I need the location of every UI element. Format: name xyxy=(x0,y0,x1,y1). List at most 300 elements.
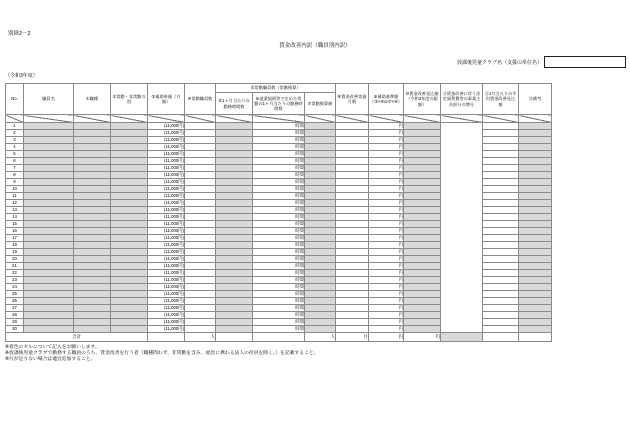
cell-emp[interactable] xyxy=(111,144,148,151)
cell-rule_hours: 時間 xyxy=(253,172,305,179)
cell-note[interactable] xyxy=(519,263,552,270)
cell-months xyxy=(336,200,369,207)
cell-emp[interactable] xyxy=(111,284,148,291)
cell-improve[interactable] xyxy=(404,221,441,228)
cell-no: 18 xyxy=(6,242,24,249)
cell-improve[interactable] xyxy=(404,151,441,158)
cell-emp[interactable] xyxy=(111,326,148,333)
col-header-note: ⑬備考 xyxy=(519,84,552,115)
cell-name[interactable] xyxy=(24,228,74,235)
cell-hours[interactable] xyxy=(216,235,253,242)
cell-name[interactable] xyxy=(24,249,74,256)
cell-base: 円 xyxy=(369,242,404,249)
cell-fte[interactable] xyxy=(305,270,336,277)
cell-job[interactable] xyxy=(74,214,111,221)
total-cell-fte: 人 xyxy=(305,333,336,342)
cell-note[interactable] xyxy=(519,277,552,284)
cell-fte[interactable] xyxy=(305,284,336,291)
cell-emp[interactable] xyxy=(111,172,148,179)
cell-fte[interactable] xyxy=(305,193,336,200)
cell-rule_hours: 時間 xyxy=(253,235,305,242)
cell-fte[interactable] xyxy=(305,235,336,242)
cell-fulltime xyxy=(185,179,216,186)
cell-note[interactable] xyxy=(519,130,552,137)
cell-emp[interactable] xyxy=(111,130,148,137)
cell-improve[interactable] xyxy=(404,256,441,263)
cell-name[interactable] xyxy=(24,137,74,144)
cell-emp[interactable] xyxy=(111,200,148,207)
cell-hours[interactable] xyxy=(216,172,253,179)
cell-improve[interactable] xyxy=(404,179,441,186)
cell-rule_hours: 時間 xyxy=(253,186,305,193)
col-header-job: ①職種 xyxy=(74,84,111,115)
cell-rule_hours: 時間 xyxy=(253,221,305,228)
cell-hours[interactable] xyxy=(216,305,253,312)
cell-job[interactable] xyxy=(74,228,111,235)
cell-job[interactable] xyxy=(74,200,111,207)
cell-job[interactable] xyxy=(74,312,111,319)
cell-emp[interactable] xyxy=(111,298,148,305)
cell-base: 円 xyxy=(369,179,404,186)
page-title: 賃金改善内訳（職員別内訳） xyxy=(279,43,351,49)
cell-name[interactable] xyxy=(24,242,74,249)
cell-improve[interactable] xyxy=(404,284,441,291)
cell-hours[interactable] xyxy=(216,151,253,158)
cell-no: 2 xyxy=(6,130,24,137)
cell-fulltime xyxy=(185,214,216,221)
cell-emp[interactable] xyxy=(111,235,148,242)
cell-note[interactable] xyxy=(519,186,552,193)
cell-improve[interactable] xyxy=(404,319,441,326)
cell-hours[interactable] xyxy=(216,263,253,270)
cell-months xyxy=(336,144,369,151)
cell-emp[interactable] xyxy=(111,291,148,298)
cell-improve[interactable] xyxy=(404,249,441,256)
col-header-base: ⑨補助基準額（③×④or⑦×⑧） xyxy=(369,84,404,115)
cell-hours[interactable] xyxy=(216,165,253,172)
cell-improve[interactable] xyxy=(404,193,441,200)
cell-fulltime xyxy=(185,326,216,333)
cell-job[interactable] xyxy=(74,249,111,256)
cell-fulltime xyxy=(185,123,216,130)
cell-unit_price: (11,000円) xyxy=(148,123,185,130)
cell-hours[interactable] xyxy=(216,319,253,326)
cell-note[interactable] xyxy=(519,151,552,158)
cell-improve[interactable] xyxy=(404,305,441,312)
cell-name[interactable] xyxy=(24,319,74,326)
cell-emp[interactable] xyxy=(111,319,148,326)
cell-hours[interactable] xyxy=(216,158,253,165)
cell-avg xyxy=(483,207,519,214)
cell-job[interactable] xyxy=(74,137,111,144)
cell-emp[interactable] xyxy=(111,207,148,214)
cell-base: 円 xyxy=(369,221,404,228)
cell-improve[interactable] xyxy=(404,200,441,207)
cell-name[interactable] xyxy=(24,312,74,319)
cell-hours[interactable] xyxy=(216,144,253,151)
cell-no: 6 xyxy=(6,158,24,165)
cell-months xyxy=(336,242,369,249)
cell-avg xyxy=(483,144,519,151)
cell-emp[interactable] xyxy=(111,186,148,193)
cell-fte[interactable] xyxy=(305,242,336,249)
cell-base: 円 xyxy=(369,270,404,277)
cell-emp[interactable] xyxy=(111,214,148,221)
cell-name[interactable] xyxy=(24,172,74,179)
cell-months xyxy=(336,186,369,193)
cell-unit_price: (11,000円) xyxy=(148,249,185,256)
cell-job[interactable] xyxy=(74,193,111,200)
cell-job[interactable] xyxy=(74,158,111,165)
cell-name[interactable] xyxy=(24,305,74,312)
cell-months xyxy=(336,130,369,137)
cell-name[interactable] xyxy=(24,277,74,284)
col-header-months: ⑧賃金改善実施月数 xyxy=(336,84,369,115)
cell-hours[interactable] xyxy=(216,214,253,221)
cell-improve[interactable] xyxy=(404,235,441,242)
cell-job[interactable] xyxy=(74,319,111,326)
cell-improve[interactable] xyxy=(404,158,441,165)
cell-note[interactable] xyxy=(519,123,552,130)
cell-emp[interactable] xyxy=(111,305,148,312)
cell-name[interactable] xyxy=(24,123,74,130)
diagonal-cell xyxy=(24,115,74,123)
cell-base: 円 xyxy=(369,207,404,214)
cell-fulltime xyxy=(185,158,216,165)
cell-emp[interactable] xyxy=(111,312,148,319)
cell-note[interactable] xyxy=(519,137,552,144)
cell-note[interactable] xyxy=(519,214,552,221)
cell-improve[interactable] xyxy=(404,277,441,284)
cell-emp[interactable] xyxy=(111,221,148,228)
cell-note[interactable] xyxy=(519,193,552,200)
cell-months xyxy=(336,263,369,270)
cell-no: 10 xyxy=(6,186,24,193)
cell-name[interactable] xyxy=(24,151,74,158)
cell-name[interactable] xyxy=(24,144,74,151)
cell-name[interactable] xyxy=(24,214,74,221)
cell-improve[interactable] xyxy=(404,165,441,172)
cell-months xyxy=(336,165,369,172)
cell-base: 円 xyxy=(369,228,404,235)
cell-job[interactable] xyxy=(74,179,111,186)
cell-months xyxy=(336,284,369,291)
cell-hours[interactable] xyxy=(216,270,253,277)
cell-hours[interactable] xyxy=(216,326,253,333)
cell-hours[interactable] xyxy=(216,130,253,137)
cell-improve[interactable] xyxy=(404,130,441,137)
cell-emp[interactable] xyxy=(111,263,148,270)
cell-emp[interactable] xyxy=(111,270,148,277)
cell-hours[interactable] xyxy=(216,284,253,291)
cell-fte[interactable] xyxy=(305,291,336,298)
cell-note[interactable] xyxy=(519,228,552,235)
cell-job[interactable] xyxy=(74,221,111,228)
cell-unit_price: (11,000円) xyxy=(148,263,185,270)
cell-fte[interactable] xyxy=(305,228,336,235)
cell-job[interactable] xyxy=(74,186,111,193)
cell-fte[interactable] xyxy=(305,200,336,207)
cell-avg xyxy=(483,298,519,305)
total-cell-base: 円 xyxy=(369,333,404,342)
cell-fte[interactable] xyxy=(305,298,336,305)
cell-name[interactable] xyxy=(24,235,74,242)
cell-name[interactable] xyxy=(24,256,74,263)
cell-improve[interactable] xyxy=(404,242,441,249)
cell-name[interactable] xyxy=(24,207,74,214)
cell-fte[interactable] xyxy=(305,214,336,221)
cell-name[interactable] xyxy=(24,221,74,228)
cell-job[interactable] xyxy=(74,298,111,305)
cell-hours[interactable] xyxy=(216,228,253,235)
cell-emp[interactable] xyxy=(111,249,148,256)
cell-fte[interactable] xyxy=(305,319,336,326)
cell-base: 円 xyxy=(369,256,404,263)
cell-name[interactable] xyxy=(24,291,74,298)
total-cell-welfare[interactable] xyxy=(441,333,483,342)
cell-emp[interactable] xyxy=(111,151,148,158)
cell-note[interactable] xyxy=(519,270,552,277)
cell-no: 17 xyxy=(6,235,24,242)
cell-fte[interactable] xyxy=(305,312,336,319)
cell-note[interactable] xyxy=(519,200,552,207)
cell-fulltime xyxy=(185,200,216,207)
cell-job[interactable] xyxy=(74,207,111,214)
cell-note[interactable] xyxy=(519,179,552,186)
cell-hours[interactable] xyxy=(216,291,253,298)
cell-note[interactable] xyxy=(519,249,552,256)
cell-improve[interactable] xyxy=(404,172,441,179)
cell-job[interactable] xyxy=(74,270,111,277)
cell-name[interactable] xyxy=(24,165,74,172)
total-cell-avg xyxy=(483,333,519,342)
cell-job[interactable] xyxy=(74,235,111,242)
cell-rule_hours: 時間 xyxy=(253,277,305,284)
cell-emp[interactable] xyxy=(111,158,148,165)
cell-name[interactable] xyxy=(24,186,74,193)
cell-improve[interactable] xyxy=(404,186,441,193)
cell-job[interactable] xyxy=(74,305,111,312)
cell-job[interactable] xyxy=(74,172,111,179)
cell-fte[interactable] xyxy=(305,277,336,284)
cell-hours[interactable] xyxy=(216,179,253,186)
cell-base: 円 xyxy=(369,214,404,221)
cell-months xyxy=(336,151,369,158)
cell-unit_price: (11,000円) xyxy=(148,186,185,193)
cell-name[interactable] xyxy=(24,326,74,333)
cell-job[interactable] xyxy=(74,277,111,284)
cell-note[interactable] xyxy=(519,144,552,151)
cell-hours[interactable] xyxy=(216,186,253,193)
cell-note[interactable] xyxy=(519,312,552,319)
cell-fte[interactable] xyxy=(305,305,336,312)
cell-rule_hours: 時間 xyxy=(253,284,305,291)
cell-base: 円 xyxy=(369,200,404,207)
cell-base: 円 xyxy=(369,312,404,319)
cell-emp[interactable] xyxy=(111,193,148,200)
cell-name[interactable] xyxy=(24,263,74,270)
cell-note[interactable] xyxy=(519,319,552,326)
cell-fte[interactable] xyxy=(305,130,336,137)
cell-job[interactable] xyxy=(74,256,111,263)
cell-avg xyxy=(483,312,519,319)
cell-name[interactable] xyxy=(24,270,74,277)
cell-hours[interactable] xyxy=(216,200,253,207)
cell-job[interactable] xyxy=(74,263,111,270)
diagonal-cell xyxy=(441,115,483,123)
cell-base: 円 xyxy=(369,193,404,200)
cell-note[interactable] xyxy=(519,242,552,249)
cell-name[interactable] xyxy=(24,298,74,305)
cell-name[interactable] xyxy=(24,179,74,186)
cell-job[interactable] xyxy=(74,151,111,158)
cell-note[interactable] xyxy=(519,256,552,263)
cell-avg xyxy=(483,319,519,326)
cell-emp[interactable] xyxy=(111,256,148,263)
cell-hours[interactable] xyxy=(216,256,253,263)
cell-fte[interactable] xyxy=(305,256,336,263)
cell-hours[interactable] xyxy=(216,221,253,228)
cell-rule_hours: 時間 xyxy=(253,130,305,137)
cell-name[interactable] xyxy=(24,193,74,200)
cell-hours[interactable] xyxy=(216,123,253,130)
cell-hours[interactable] xyxy=(216,137,253,144)
cell-rule_hours: 時間 xyxy=(253,151,305,158)
cell-unit_price: (11,000円) xyxy=(148,291,185,298)
cell-improve[interactable] xyxy=(404,137,441,144)
cell-months xyxy=(336,235,369,242)
cell-hours[interactable] xyxy=(216,312,253,319)
cell-note[interactable] xyxy=(519,221,552,228)
cell-emp[interactable] xyxy=(111,165,148,172)
cell-months xyxy=(336,137,369,144)
cell-emp[interactable] xyxy=(111,277,148,284)
breakdown-table xyxy=(5,83,552,342)
cell-hours[interactable] xyxy=(216,207,253,214)
cell-hours[interactable] xyxy=(216,242,253,249)
cell-job[interactable] xyxy=(74,284,111,291)
cell-job[interactable] xyxy=(74,165,111,172)
cell-fte[interactable] xyxy=(305,151,336,158)
cell-avg xyxy=(483,179,519,186)
cell-unit_price: (11,000円) xyxy=(148,130,185,137)
cell-improve[interactable] xyxy=(404,123,441,130)
cell-improve[interactable] xyxy=(404,214,441,221)
cell-no: 13 xyxy=(6,207,24,214)
cell-hours[interactable] xyxy=(216,277,253,284)
cell-rule_hours: 時間 xyxy=(253,249,305,256)
cell-base: 円 xyxy=(369,277,404,284)
cell-hours[interactable] xyxy=(216,249,253,256)
cell-job[interactable] xyxy=(74,144,111,151)
cell-no: 7 xyxy=(6,165,24,172)
cell-note[interactable] xyxy=(519,326,552,333)
cell-note[interactable] xyxy=(519,165,552,172)
cell-job[interactable] xyxy=(74,123,111,130)
cell-fte[interactable] xyxy=(305,165,336,172)
cell-fte[interactable] xyxy=(305,172,336,179)
cell-job[interactable] xyxy=(74,326,111,333)
cell-job[interactable] xyxy=(74,242,111,249)
cell-improve[interactable] xyxy=(404,298,441,305)
cell-fulltime xyxy=(185,284,216,291)
cell-improve[interactable] xyxy=(404,270,441,277)
cell-fte[interactable] xyxy=(305,137,336,144)
cell-name[interactable] xyxy=(24,284,74,291)
cell-no: 11 xyxy=(6,193,24,200)
cell-rule_hours: 時間 xyxy=(253,291,305,298)
cell-rule_hours: 時間 xyxy=(253,137,305,144)
cell-note[interactable] xyxy=(519,298,552,305)
cell-improve[interactable] xyxy=(404,228,441,235)
cell-hours[interactable] xyxy=(216,193,253,200)
cell-name[interactable] xyxy=(24,200,74,207)
cell-note[interactable] xyxy=(519,235,552,242)
diagonal-cell xyxy=(336,115,369,123)
cell-note[interactable] xyxy=(519,158,552,165)
cell-emp[interactable] xyxy=(111,137,148,144)
cell-improve[interactable] xyxy=(404,263,441,270)
cell-base: 円 xyxy=(369,291,404,298)
cell-unit_price: (11,000円) xyxy=(148,137,185,144)
cell-improve[interactable] xyxy=(404,312,441,319)
cell-fte[interactable] xyxy=(305,326,336,333)
cell-note[interactable] xyxy=(519,291,552,298)
cell-improve[interactable] xyxy=(404,144,441,151)
cell-name[interactable] xyxy=(24,158,74,165)
cell-note[interactable] xyxy=(519,284,552,291)
cell-base: 円 xyxy=(369,137,404,144)
cell-hours[interactable] xyxy=(216,298,253,305)
cell-fte[interactable] xyxy=(305,123,336,130)
cell-name[interactable] xyxy=(24,130,74,137)
cell-fte[interactable] xyxy=(305,207,336,214)
cell-note[interactable] xyxy=(519,305,552,312)
col-header-improve: ⑩賃金改善見込額（令和3年度の総額） xyxy=(404,84,441,115)
cell-unit_price: (11,000円) xyxy=(148,214,185,221)
cell-note[interactable] xyxy=(519,172,552,179)
cell-fte[interactable] xyxy=(305,263,336,270)
cell-job[interactable] xyxy=(74,291,111,298)
cell-unit_price: (11,000円) xyxy=(148,298,185,305)
cell-unit_price: (11,000円) xyxy=(148,242,185,249)
cell-note[interactable] xyxy=(519,207,552,214)
cell-emp[interactable] xyxy=(111,228,148,235)
cell-base: 円 xyxy=(369,305,404,312)
cell-improve[interactable] xyxy=(404,291,441,298)
cell-avg xyxy=(483,158,519,165)
diagonal-cell xyxy=(185,115,216,123)
cell-no: 27 xyxy=(6,305,24,312)
cell-rule_hours: 時間 xyxy=(253,326,305,333)
cell-fte[interactable] xyxy=(305,249,336,256)
cell-emp[interactable] xyxy=(111,179,148,186)
cell-improve[interactable] xyxy=(404,326,441,333)
cell-emp[interactable] xyxy=(111,242,148,249)
cell-fte[interactable] xyxy=(305,179,336,186)
cell-months xyxy=(336,158,369,165)
cell-unit_price: (11,000円) xyxy=(148,165,185,172)
club-name-input[interactable] xyxy=(544,56,626,68)
cell-fte[interactable] xyxy=(305,158,336,165)
cell-job[interactable] xyxy=(74,130,111,137)
cell-fte[interactable] xyxy=(305,221,336,228)
cell-fulltime xyxy=(185,263,216,270)
cell-fte[interactable] xyxy=(305,144,336,151)
cell-fte[interactable] xyxy=(305,186,336,193)
cell-improve[interactable] xyxy=(404,207,441,214)
cell-emp[interactable] xyxy=(111,123,148,130)
